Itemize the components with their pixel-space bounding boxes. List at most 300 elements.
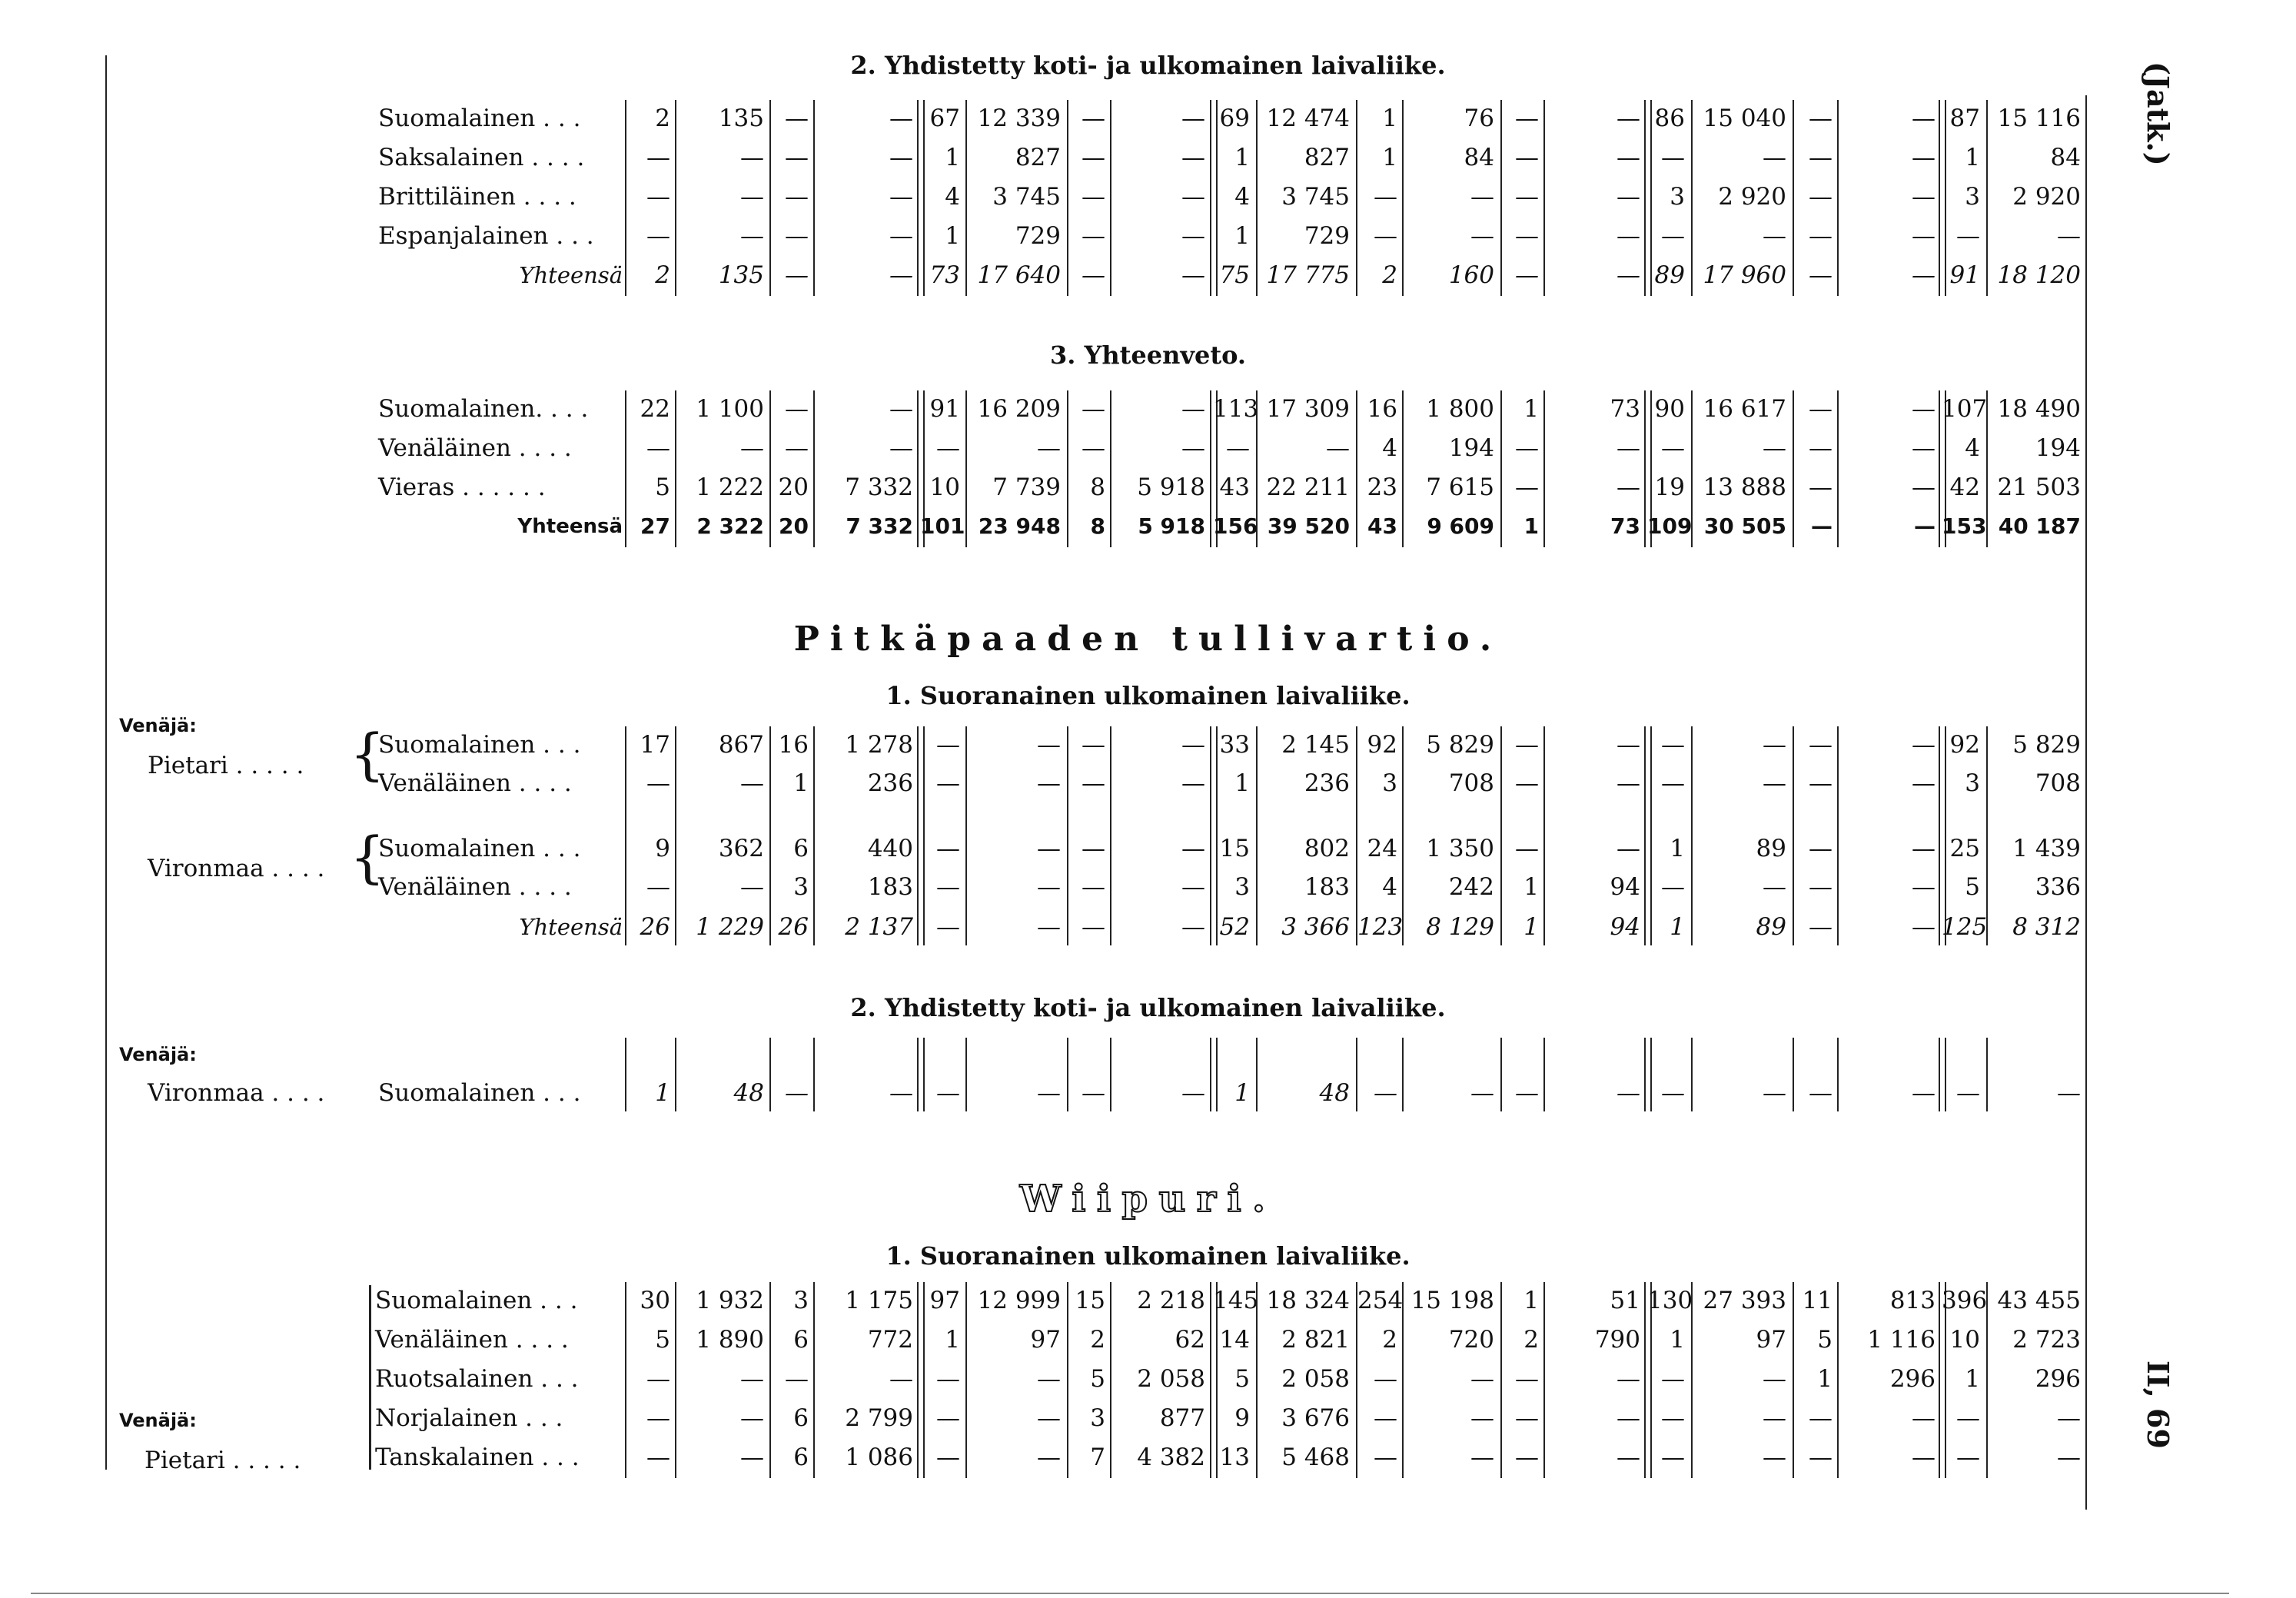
table-row [0, 178, 2296, 215]
table-cell: 9 [655, 835, 670, 862]
table-cell: — [1082, 1079, 1105, 1107]
table-cell: — [1763, 873, 1786, 901]
table-cell: — [1617, 1365, 1640, 1393]
table-cell: 4 [1965, 434, 1980, 462]
table-cell: — [1912, 1079, 1935, 1107]
table-cell: — [1912, 835, 1935, 862]
table-cell: 27 393 [1703, 1287, 1786, 1314]
table-cell: 802 [1304, 835, 1350, 862]
table-cell: 2 821 [1281, 1326, 1350, 1354]
table-cell: — [1912, 183, 1935, 211]
table-cell: — [1912, 261, 1935, 289]
table-cell: 12 474 [1266, 105, 1350, 132]
table-cell: 15 116 [1997, 105, 2081, 132]
table-cell: — [1181, 261, 1205, 289]
table-cell: 16 209 [977, 395, 1061, 423]
table-cell: — [785, 105, 809, 132]
table-cell: 3 [793, 1287, 809, 1314]
table-cell: 194 [2035, 434, 2081, 462]
table-cell: 76 [1464, 105, 1494, 132]
table-cell: — [889, 144, 913, 171]
table-cell: — [1763, 144, 1786, 171]
table-cell: 708 [2035, 769, 2081, 797]
table-cell: 6 [793, 1326, 809, 1354]
table-cell: — [646, 1365, 670, 1393]
table-cell: 2 322 [696, 513, 764, 539]
table-cell: — [1763, 1079, 1786, 1107]
table-cell: 73 [1610, 395, 1640, 423]
table-cell: — [1515, 1365, 1539, 1393]
table-cell: — [1809, 144, 1832, 171]
table-cell: 7 332 [846, 513, 913, 539]
table-cell: — [1037, 434, 1061, 462]
table-cell: 9 609 [1427, 513, 1494, 539]
table-cell: — [1037, 913, 1061, 941]
table-cell: 18 120 [1997, 261, 2081, 289]
table-cell: — [1470, 1404, 1494, 1432]
table-cell: 4 382 [1137, 1444, 1205, 1471]
table-cell: 1 [1234, 222, 1250, 250]
place-label-vironmaa: Vironmaa . . . . [148, 855, 325, 882]
table-cell: 17 640 [977, 261, 1061, 289]
row-label: Suomalainen . . . [378, 835, 581, 862]
table-cell: — [889, 222, 913, 250]
table-cell: — [1956, 1404, 1980, 1432]
table-cell: 5 468 [1281, 1444, 1350, 1471]
table-cell: 40 187 [1998, 513, 2081, 539]
table-cell: 1 [945, 1326, 960, 1354]
table-cell: — [1082, 222, 1105, 250]
table-cell: 67 [929, 105, 960, 132]
table-cell: — [1181, 434, 1205, 462]
table-cell: 790 [1594, 1326, 1640, 1354]
table-cell: — [1661, 144, 1685, 171]
table-cell: — [936, 913, 960, 941]
table-cell: 729 [1304, 222, 1350, 250]
table-cell: — [1515, 222, 1539, 250]
table-cell: — [646, 183, 670, 211]
table-cell: — [740, 1404, 764, 1432]
place-label-pietari: Pietari . . . . . [148, 752, 304, 779]
table-cell: 92 [1949, 731, 1980, 759]
table-cell: 2 723 [2012, 1326, 2081, 1354]
table-cell: 62 [1175, 1326, 1205, 1354]
row-label: Norjalainen . . . [375, 1404, 563, 1432]
table-cell: — [1374, 1444, 1397, 1471]
table-cell: 4 [1382, 434, 1397, 462]
table-cell: 236 [867, 769, 913, 797]
table-cell: — [785, 183, 809, 211]
table-cell: 827 [1304, 144, 1350, 171]
table-cell: 183 [867, 873, 913, 901]
table-cell: 1 278 [845, 731, 913, 759]
table-cell: 18 490 [1997, 395, 2081, 423]
table-cell: 2 058 [1137, 1365, 1205, 1393]
table-cell: — [1617, 835, 1640, 862]
table-cell: 242 [1448, 873, 1494, 901]
table-cell: — [1515, 434, 1539, 462]
table-cell: 2 920 [2012, 183, 2081, 211]
table-cell: 396 [1942, 1287, 1988, 1314]
table-cell: — [785, 1079, 809, 1107]
table-cell: 16 [1367, 395, 1397, 423]
table-cell: 145 [1213, 1287, 1259, 1314]
table-cell: 3 745 [1281, 183, 1350, 211]
table-cell: — [646, 434, 670, 462]
table-cell: 69 [1219, 105, 1250, 132]
table-cell: — [1181, 144, 1205, 171]
table-cell: — [1181, 105, 1205, 132]
place-label-pietari-2: Pietari . . . . . [145, 1447, 301, 1474]
table-row [0, 139, 2296, 176]
table-cell: — [785, 222, 809, 250]
table-cell: 3 [1234, 873, 1250, 901]
table-cell: — [1763, 222, 1786, 250]
table-cell: 73 [1610, 513, 1640, 539]
table-cell: — [740, 144, 764, 171]
table-cell: — [936, 1404, 960, 1432]
table-cell: — [1763, 731, 1786, 759]
table-cell: — [646, 769, 670, 797]
table-cell: — [1181, 835, 1205, 862]
section-title-wiipuri-direct: 1. Suoranainen ulkomainen laivaliike. [886, 1241, 1410, 1271]
table-cell: 84 [1464, 144, 1494, 171]
table-cell: 14 [1219, 1326, 1250, 1354]
table-cell: 20 [779, 513, 809, 539]
table-cell: — [1082, 913, 1105, 941]
table-cell: — [1763, 434, 1786, 462]
table-cell: 94 [1610, 913, 1640, 941]
table-cell: — [1226, 434, 1250, 462]
table-cell: 2 920 [1718, 183, 1786, 211]
table-row [0, 726, 2296, 763]
table-cell: — [740, 183, 764, 211]
table-cell: 1 100 [696, 395, 764, 423]
table-cell: 48 [1319, 1079, 1350, 1107]
table-cell: — [646, 1404, 670, 1432]
table-cell: — [889, 434, 913, 462]
table-cell: — [1470, 183, 1494, 211]
table-cell: — [1515, 473, 1539, 501]
table-cell: 20 [778, 473, 809, 501]
table-cell: 4 [945, 183, 960, 211]
table-cell: 13 [1219, 1444, 1250, 1471]
city-title: Wiipuri. [1019, 1178, 1277, 1221]
table-cell: — [2057, 1444, 2081, 1471]
table-cell: — [1617, 1444, 1640, 1471]
section-title-direct-foreign: 1. Suoranainen ulkomainen laivaliike. [886, 681, 1410, 710]
table-cell: — [1912, 873, 1935, 901]
table-cell: — [1515, 1404, 1539, 1432]
table-row [0, 469, 2296, 506]
row-label: Suomalainen . . . [378, 1079, 581, 1107]
table-cell: 43 [1367, 513, 1397, 539]
table-cell: — [1181, 873, 1205, 901]
table-cell: 9 [1234, 1404, 1250, 1432]
table-cell: 22 [640, 395, 670, 423]
table-cell: — [1809, 434, 1832, 462]
table-cell: 92 [1367, 731, 1397, 759]
table-cell: 2 [655, 261, 670, 289]
table-cell: — [1181, 1079, 1205, 1107]
table-row [0, 1360, 2296, 1397]
table-cell: — [889, 395, 913, 423]
table-cell: — [1617, 731, 1640, 759]
table-cell: — [889, 1079, 913, 1107]
table-cell: 12 339 [977, 105, 1061, 132]
table-cell: 17 [640, 731, 670, 759]
table-cell: 5 918 [1138, 513, 1205, 539]
table-cell: 15 198 [1410, 1287, 1494, 1314]
table-cell: 6 [793, 835, 809, 862]
table-cell: — [1082, 434, 1105, 462]
table-cell: — [1912, 1444, 1935, 1471]
table-row [0, 1400, 2296, 1437]
row-label: Suomalainen . . . [378, 731, 581, 759]
table-cell: — [1515, 731, 1539, 759]
table-cell: 48 [733, 1079, 764, 1107]
table-cell: 1 [1670, 835, 1685, 862]
table-cell: — [1374, 1365, 1397, 1393]
table-cell: 362 [718, 835, 764, 862]
table-row [0, 830, 2296, 867]
table-cell: — [1082, 731, 1105, 759]
table-cell: 17 309 [1266, 395, 1350, 423]
table-cell: — [936, 731, 960, 759]
table-cell: 1 [1234, 769, 1250, 797]
table-cell: 3 676 [1281, 1404, 1350, 1432]
table-cell: 23 948 [978, 513, 1061, 539]
table-cell: — [1515, 835, 1539, 862]
table-row [0, 100, 2296, 137]
table-cell: 19 [1654, 473, 1685, 501]
brace-pietari: { [350, 722, 385, 786]
table-cell: — [785, 261, 809, 289]
table-cell: 156 [1213, 513, 1258, 539]
table-cell: — [1809, 1444, 1832, 1471]
table-cell: — [1037, 731, 1061, 759]
row-label: Vieras . . . . . . [378, 473, 546, 501]
row-label: Espanjalainen . . . [378, 222, 594, 250]
place-label-vironmaa-2: Vironmaa . . . . [148, 1079, 325, 1107]
table-cell: — [889, 261, 913, 289]
table-cell: — [1809, 913, 1832, 941]
table-cell: 1 439 [2012, 835, 2081, 862]
table-cell: — [1809, 261, 1832, 289]
table-cell: — [1617, 769, 1640, 797]
table-cell: — [1912, 731, 1935, 759]
table-cell: 2 799 [845, 1404, 913, 1432]
table-cell: 5 829 [1426, 731, 1494, 759]
table-cell: — [646, 222, 670, 250]
table-cell: 89 [1654, 261, 1685, 289]
table-cell: 3 [1670, 183, 1685, 211]
station-title: Pitkäpaaden tullivartio. [793, 620, 1503, 659]
table-cell: — [1956, 1079, 1980, 1107]
table-cell: 11 [1802, 1287, 1832, 1314]
table-cell: — [1661, 222, 1685, 250]
table-cell: — [1037, 1365, 1061, 1393]
table-cell: 1 [945, 222, 960, 250]
table-cell: — [1617, 105, 1640, 132]
table-cell: — [889, 105, 913, 132]
table-cell: 440 [867, 835, 913, 862]
table-cell: — [740, 1365, 764, 1393]
table-cell: 3 [1090, 1404, 1105, 1432]
table-cell: 1 229 [696, 913, 764, 941]
table-cell: 1 [1670, 913, 1685, 941]
table-cell: — [1082, 395, 1105, 423]
table-cell: — [1912, 473, 1935, 501]
table-cell: — [1912, 769, 1935, 797]
table-cell: 51 [1610, 1287, 1640, 1314]
table-cell: — [1181, 222, 1205, 250]
table-cell: — [1181, 183, 1205, 211]
table-cell: 43 [1219, 473, 1250, 501]
table-cell: — [1809, 222, 1832, 250]
table-cell: — [1763, 1444, 1786, 1471]
table-cell: 1 [1234, 1079, 1250, 1107]
table-cell: 15 [1219, 835, 1250, 862]
table-cell: 17 775 [1266, 261, 1350, 289]
table-cell: 1 932 [696, 1287, 764, 1314]
table-cell: 30 [640, 1287, 670, 1314]
table-cell: 125 [1942, 913, 1988, 941]
table-cell: 5 [655, 473, 670, 501]
table-row [0, 1075, 2296, 1111]
row-label: Ruotsalainen . . . [375, 1365, 579, 1393]
table-row [0, 508, 2296, 545]
table-cell: — [1082, 183, 1105, 211]
table-cell: 813 [1889, 1287, 1935, 1314]
table-cell: 22 211 [1266, 473, 1350, 501]
table-cell: — [1912, 913, 1935, 941]
table-cell: 7 [1090, 1444, 1105, 1471]
table-cell: 827 [1015, 144, 1061, 171]
table-cell: — [1809, 873, 1832, 901]
table-cell: — [740, 873, 764, 901]
table-cell: — [1661, 1365, 1685, 1393]
row-label: Brittiläinen . . . . [378, 183, 576, 211]
table-cell: 296 [2035, 1365, 2081, 1393]
table-cell: — [1082, 769, 1105, 797]
section-title-combined-traffic-2: 2. Yhdistetty koti- ja ulkomainen laivaliike. [850, 993, 1446, 1022]
table-cell: — [1037, 835, 1061, 862]
table-cell: 254 [1357, 1287, 1404, 1314]
table-cell: — [1809, 1079, 1832, 1107]
table-cell: 16 [778, 731, 809, 759]
table-cell: 153 [1942, 513, 1987, 539]
table-cell: 2 218 [1137, 1287, 1205, 1314]
table-cell: 5 [1234, 1365, 1250, 1393]
table-cell: 1 [1382, 144, 1397, 171]
table-cell: — [1661, 1404, 1685, 1432]
table-cell: 1 086 [845, 1444, 913, 1471]
table-cell: 84 [2050, 144, 2081, 171]
table-cell: 18 324 [1266, 1287, 1350, 1314]
table-row [0, 390, 2296, 427]
table-cell: — [646, 873, 670, 901]
table-cell: 26 [640, 913, 670, 941]
country-label-2: Venäjä: [119, 1044, 197, 1065]
table-cell: 1 890 [696, 1326, 764, 1354]
table-cell: 1 116 [1867, 1326, 1935, 1354]
row-label: Yhteensä [519, 262, 623, 288]
table-cell: — [1374, 1079, 1397, 1107]
table-cell: — [1515, 261, 1539, 289]
table-row [0, 218, 2296, 254]
table-cell: — [2057, 222, 2081, 250]
table-cell: — [1515, 144, 1539, 171]
row-label: Tanskalainen . . . [375, 1444, 580, 1471]
table-cell: 1 222 [696, 473, 764, 501]
table-cell: — [1763, 769, 1786, 797]
table-cell: — [1912, 105, 1935, 132]
table-cell: 1 [1965, 144, 1980, 171]
table-cell: — [1082, 873, 1105, 901]
table-cell: — [936, 434, 960, 462]
table-cell: 15 040 [1703, 105, 1786, 132]
table-cell: — [1374, 183, 1397, 211]
table-cell: — [1515, 1444, 1539, 1471]
table-cell: 89 [1756, 913, 1786, 941]
table-cell: — [1037, 1444, 1061, 1471]
table-cell: — [1037, 1079, 1061, 1107]
table-cell: 43 455 [1997, 1287, 2081, 1314]
table-cell: — [1809, 473, 1832, 501]
table-cell: — [1809, 395, 1832, 423]
table-cell: 3 745 [992, 183, 1061, 211]
table-cell: — [1617, 1404, 1640, 1432]
table-cell: 1 350 [1426, 835, 1494, 862]
table-cell: — [1181, 395, 1205, 423]
table-cell: 2 058 [1281, 1365, 1350, 1393]
table-cell: 16 617 [1703, 395, 1786, 423]
table-cell: — [1515, 1079, 1539, 1107]
table-cell: — [646, 1444, 670, 1471]
table-cell: — [785, 144, 809, 171]
table-cell: — [1809, 731, 1832, 759]
table-cell: 194 [1448, 434, 1494, 462]
table-cell: 8 [1090, 513, 1105, 539]
table-cell: 720 [1448, 1326, 1494, 1354]
table-cell: 1 [1523, 873, 1539, 901]
table-row [0, 1282, 2296, 1319]
table-cell: — [740, 1444, 764, 1471]
table-cell: 73 [929, 261, 960, 289]
row-label: Yhteensä [517, 515, 623, 538]
table-cell: 3 366 [1281, 913, 1350, 941]
table-cell: 1 [1817, 1365, 1832, 1393]
table-cell: 1 800 [1426, 395, 1494, 423]
table-row [0, 1439, 2296, 1476]
page-number: II, 69 [2141, 1360, 2175, 1449]
table-cell: — [785, 1365, 809, 1393]
table-cell: 2 [1382, 261, 1397, 289]
row-label: Suomalainen. . . . [378, 395, 589, 423]
country-label: Venäjä: [119, 715, 197, 736]
row-label: Venäläinen . . . . [375, 1326, 569, 1354]
table-cell: 183 [1304, 873, 1350, 901]
table-cell: 336 [2035, 873, 2081, 901]
table-cell: — [1617, 183, 1640, 211]
table-row [0, 430, 2296, 467]
table-cell: 30 505 [1703, 513, 1786, 539]
table-row [0, 257, 2296, 294]
table-cell: — [1809, 835, 1832, 862]
table-cell: 8 [1090, 473, 1105, 501]
table-cell: — [1912, 144, 1935, 171]
